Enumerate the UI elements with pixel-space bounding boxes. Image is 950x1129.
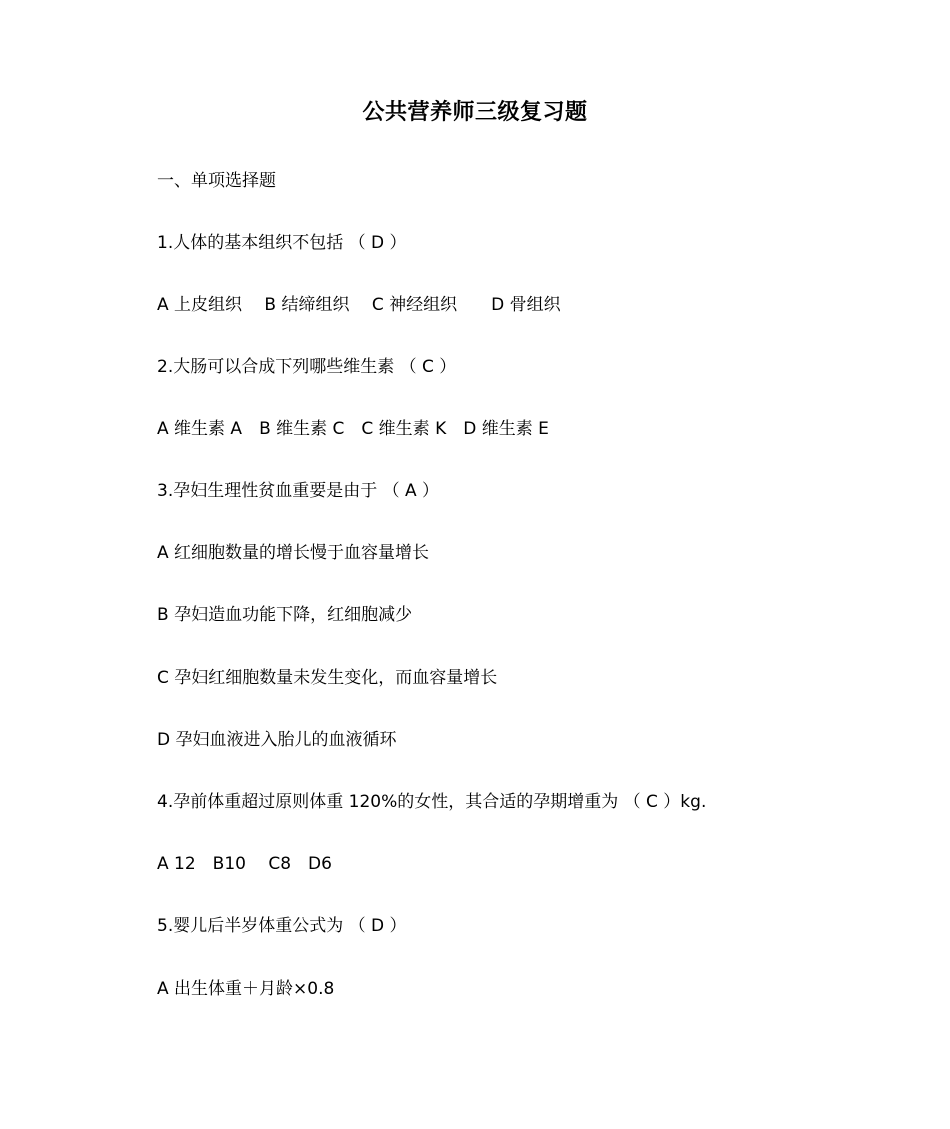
question-5: 5.婴儿后半岁体重公式为 （ D ） bbox=[157, 916, 407, 936]
question-4: 4.孕前体重超过原则体重 120%的女性，其合适的孕期增重为 （ C ）kg. bbox=[157, 792, 707, 812]
question-3-option-a: A 红细胞数量的增长慢于血容量增长 bbox=[157, 543, 430, 563]
section-heading: 一、单项选择题 bbox=[157, 171, 276, 191]
question-3: 3.孕妇生理性贫血重要是由于 （ A ） bbox=[157, 481, 440, 501]
question-4-options: A 12 B10 C8 D6 bbox=[157, 854, 332, 874]
question-1-options: A 上皮组织 B 结缔组织 C 神经组织 D 骨组织 bbox=[157, 295, 561, 315]
page-title: 公共营养师三级复习题 bbox=[362, 100, 588, 125]
question-3-option-b: B 孕妇造血功能下降，红细胞减少 bbox=[157, 605, 413, 625]
question-5-option-a: A 出生体重＋月龄×0.8 bbox=[157, 979, 335, 999]
question-2-options: A 维生素 A B 维生素 C C 维生素 K D 维生素 E bbox=[157, 419, 549, 439]
question-3-option-c: C 孕妇红细胞数量未发生变化，而血容量增长 bbox=[157, 668, 498, 688]
question-1: 1.人体的基本组织不包括 （ D ） bbox=[157, 233, 407, 253]
question-3-option-d: D 孕妇血液进入胎儿的血液循环 bbox=[157, 730, 397, 750]
question-2: 2.大肠可以合成下列哪些维生素 （ C ） bbox=[157, 357, 457, 377]
